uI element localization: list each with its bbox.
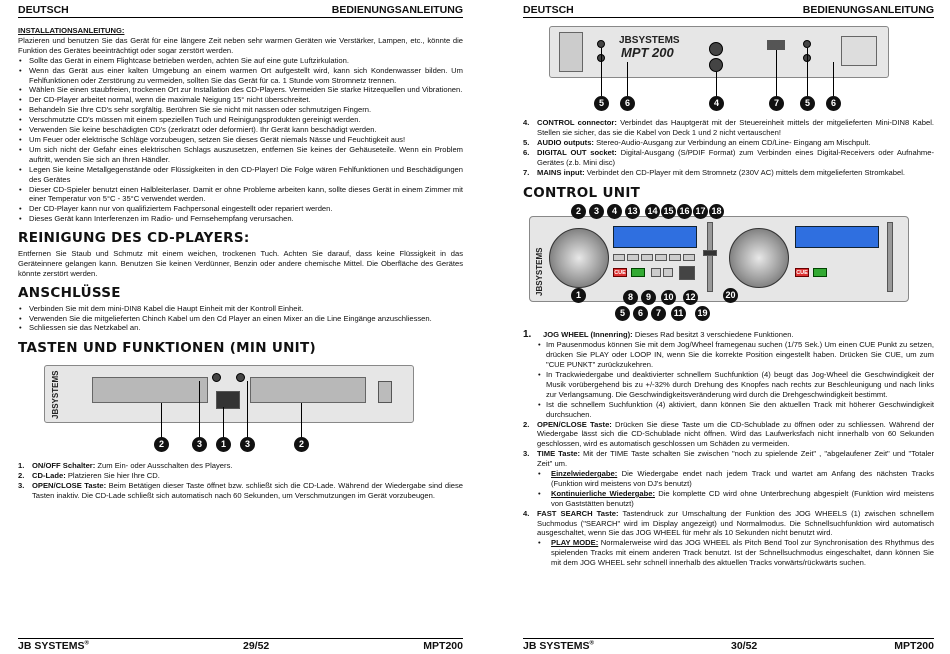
install-intro: Plazieren und benutzen Sie das Gerät für eine längere Zeit neben sehr warmen Geräten wie Verstärker, Lampen, etc., könnte die Funktion des Gerätes beeinträchtigt oder sogar zerstört werden. bbox=[18, 35, 463, 55]
callout-6: 6 bbox=[633, 306, 648, 321]
callout-8: 8 bbox=[623, 290, 638, 305]
jog-wheel-item: 1. JOG WHEEL (Innenring): Dieses Rad besitzt 3 verschiedene Funktionen. • Im Pausenmodus können Sie mit dem Jog/Wheel framegenau suchen (1/75 Sek.) Um einen CUE Punkt zu setzen, drücken Sie PLAY oder LOOP IN, wenn Sie die korrekte Position eingestellt haben. Drücken Sie CUE, um zum "CUE PUNKT" zurückzukehren. • In Trackwiedergabe und deaktivierter schnellem Suchfunktion (4) beugt das Jog-Wheel die Geschwindigkeit der Musik vorübergehend bis zu +/-32% durch Drehung des Knopfes nach rechts zur Beschleunigung und nach links zur Verlangsamung. Die Geschwindigkeitsveränderung wird durch die Drehgeschwindigkeit bestimmt. • Ist die schnellem Suchfunktion (4) aktiviert, dann können Sie den aktuellen Track mit höherer Geschwindigkeit durchsuchen. bbox=[523, 330, 934, 419]
loop-out-button[interactable] bbox=[669, 254, 681, 261]
rear-item: 7. MAINS input: Verbindet den CD-Player mit dem Stromnetz (230V AC) mittels dem mitgelieferten Stromkabel. bbox=[523, 167, 906, 177]
time-mode-item: • Kontinuierliche Wiedergabe: Die komplette CD wird ohne Unterbrechung abgespielt (Funktion wird meistens von Gaststätten benutzt) bbox=[537, 489, 934, 509]
callout-3-left: 3 bbox=[192, 437, 207, 452]
header-language: DEUTSCH bbox=[18, 4, 69, 16]
page-footer bbox=[18, 638, 463, 652]
callout-6-a: 6 bbox=[620, 96, 635, 111]
audio-out-jack-2 bbox=[803, 40, 811, 48]
callout-19: 19 bbox=[695, 306, 710, 321]
jog-function-item: • Im Pausenmodus können Sie mit dem Jog/Wheel framegenau suchen (1/75 Sek.) Um einen CUE Punkt zu setzen, drücken Sie PLAY oder LOOP IN, wenn Sie die korrekte Position eingestellt haben. Drücken Sie CUE, um zum "CUE PUNKT" zurückzukehren. bbox=[537, 340, 934, 370]
callout-9: 9 bbox=[641, 290, 656, 305]
install-list bbox=[18, 56, 463, 224]
loop-in-button[interactable] bbox=[655, 254, 667, 261]
cleaning-title: REINIGUNG DES CD-PLAYERS: bbox=[18, 230, 250, 247]
control-connector-1 bbox=[709, 42, 723, 56]
time-sub-list bbox=[537, 469, 934, 509]
callout-13: 13 bbox=[625, 204, 640, 219]
callout-20: 20 bbox=[723, 288, 738, 303]
control-unit-figure bbox=[523, 204, 934, 322]
callout-10: 10 bbox=[661, 290, 676, 305]
rear-panel-figure bbox=[523, 26, 934, 114]
callout-6-b: 6 bbox=[826, 96, 841, 111]
callout-18: 18 bbox=[709, 204, 724, 219]
search-button[interactable] bbox=[641, 254, 653, 261]
install-item: • Wählen Sie einen staubfreien, trockenen Ort zur Installation des CD-Players. Vermeiden Sie starke Hitzequellen und Vibrationen. bbox=[18, 85, 463, 95]
cd-tray-right bbox=[250, 377, 366, 403]
connections-title: ANSCHLÜSSE bbox=[18, 284, 121, 301]
callout-3-right: 3 bbox=[240, 437, 255, 452]
fast-search-mode-item: • PLAY MODE: Normalerweise wird das JOG WHEEL als Pitch Bend Tool zur Synchronisation des Rhythmus des spielenden Tracks mit einem anderen Track benutzt. Ist der Schnellsuchmodus eingeschaltet, dann können Sie mit dem JOG WHEEL sehr schnell innerhalb des aktuellen Tracks vorwärts/rückwärts suchen. bbox=[537, 538, 934, 568]
play-pause-button-left[interactable] bbox=[631, 268, 645, 277]
footer-model: MPT200 bbox=[894, 640, 934, 652]
install-item: • Der CD-Player arbeitet normal, wenn die maximale Neigung 15° nicht überschreitet. bbox=[18, 95, 463, 105]
install-item: • Verschmutzte CD's müssen mit einem speziellen Tuch und Reinigungsprodukten gereinigt werden. bbox=[18, 115, 463, 125]
install-item: • Dieser CD-Spieler benutzt einen Halbleiterlaser. Damit er ohne Probleme arbeiten kann, sollte dieses Gerät in einem Zimmer mit einer Temperatur von 5°C - 35°C verwendet werden. bbox=[18, 185, 463, 205]
single-button[interactable] bbox=[627, 254, 639, 261]
install-item: • Wenn das Gerät aus einer kalten Umgebung an einem warmen Ort aufgestellt wird, kann sich Kondenwasser bilden. Um Fehlfunktionen oder Zerstörung zu vermeiden, sollten Sie das Gerät für ca. 1 Stunde vom Stromnetz trennen. bbox=[18, 66, 463, 86]
pitch-fader-right[interactable] bbox=[887, 222, 893, 292]
connection-item: • Schliessen sie das Netzkabel an. bbox=[18, 323, 463, 333]
keys-title: TASTEN UND FUNKTIONEN (MIN UNIT) bbox=[18, 340, 316, 357]
callout-5-a: 5 bbox=[594, 96, 609, 111]
pitch-fader-left[interactable] bbox=[707, 222, 713, 292]
cue-button-right[interactable]: CUE bbox=[796, 270, 808, 277]
play-pause-button-right[interactable] bbox=[813, 268, 827, 277]
jog-function-item: • Ist die schnellem Suchfunktion (4) aktiviert, dann können Sie den aktuellen Track mit höherer Geschwindigkeit durchsuchen. bbox=[537, 400, 934, 420]
callout-5: 5 bbox=[615, 306, 630, 321]
key-item: 3. OPEN/CLOSE Taste: Beim Betätigen dieser Taste öffnet bzw. schließt sich die CD-Lade. Während der Wiedergabe sind diese Tasten inaktiv. Die CD-Lade schließt sich automatisch nach 60 Sekunden, um Verschmutzungen im Gerät vorzubeugen. bbox=[18, 481, 464, 500]
callout-16: 16 bbox=[677, 204, 692, 219]
jog-wheel-right[interactable] bbox=[729, 228, 789, 288]
reloop-button[interactable] bbox=[683, 254, 695, 261]
callout-5-b: 5 bbox=[800, 96, 815, 111]
rear-item: 4. CONTROL connector: Verbindet das Hauptgerät mit der Steuereinheit mittels der mitgelieferten Mini-DIN8 Kabel. Stellen sie sicher, das sie die Kabel von Deck 1 und 2 nicht vertauschen! bbox=[523, 118, 934, 137]
callout-15: 15 bbox=[661, 204, 676, 219]
track-prev-button[interactable] bbox=[651, 268, 661, 277]
install-item: • Dieses Gerät kann Interferenzen im Radio- und Fernsehempfang verursachen. bbox=[18, 214, 463, 224]
fast-search-sub-list bbox=[537, 538, 934, 568]
control-unit-brand: JBSYSTEMS bbox=[535, 247, 544, 297]
jog-function-item: • In Trackwiedergabe und deaktivierter schnellem Suchfunktion (4) beugt das Jog-Wheel die Geschwindigkeit der Musik vorübergehend bis zu +/-32% durch Drehung des Knopfes nach rechts zur Beschleunigung und nach links zur Verlangsamung. Die Geschwindigkeitsveränderung wird durch die Drehgeschwindigkeit bestimmt. bbox=[537, 370, 934, 400]
callout-2-right: 2 bbox=[294, 437, 309, 452]
callout-2: 2 bbox=[571, 204, 586, 219]
callout-11: 11 bbox=[671, 306, 686, 321]
page-header bbox=[523, 4, 934, 18]
footer-page-number: 30/52 bbox=[730, 640, 758, 652]
track-next-button[interactable] bbox=[663, 268, 673, 277]
page-body bbox=[523, 26, 934, 568]
pitch-fader-handle-left[interactable] bbox=[703, 250, 717, 256]
lcd-display-right bbox=[795, 226, 879, 248]
main-unit-brand: JBSYSTEMS bbox=[51, 370, 60, 420]
callout-2-left: 2 bbox=[154, 437, 169, 452]
install-item: • Um sich nicht der Gefahr eines elektrischen Schlags auszusetzen, entfernen Sie keines der Gehäuseteile. Wenn ein Problem auftritt, wenden Sie sich an Ihren Händler. bbox=[18, 145, 463, 165]
callout-1: 1 bbox=[571, 288, 586, 303]
footer-model: MPT200 bbox=[423, 640, 463, 652]
page-30 bbox=[475, 0, 950, 654]
connections-list bbox=[18, 304, 463, 334]
callout-3: 3 bbox=[589, 204, 604, 219]
rear-item: 6. DIGITAL OUT socket: Digital-Ausgang (S/PDIF Format) zum Verbinden eines Digital-Receivers oder Aufnahme-Gerätes (z.b. Mini disc) bbox=[523, 147, 934, 167]
time-mode-item: • Einzelwiedergabe: Die Wiedergabe endet nach jedem Track und wartet am Anfang des nächsten Tracks (Funktion wird meistens von DJ's benutzt) bbox=[537, 469, 934, 489]
rear-model: MPT 200 bbox=[621, 45, 674, 60]
install-item: • Verwenden Sie keine beschädigten CD's (zerkratzt oder deformiert). Ihr Gerät kann beschädigt werden. bbox=[18, 125, 463, 135]
logo-badge bbox=[378, 381, 392, 403]
control-unit-title: CONTROL UNIT bbox=[523, 185, 641, 202]
rear-brand: JBSYSTEMS bbox=[619, 35, 680, 46]
open-close-item: 2. OPEN/CLOSE Taste: Drücken Sie diese Taste um die CD-Schublade zu öffnen oder zu schliessen. Während der Wiedergabe lässt sich die CD-Schublade nicht öffnen. Wird das Laufwerksfach nicht innerhalb von 60 Sekunden geschlossen, wird es automatisch geschlossen um Schäden zu vermeiden. bbox=[523, 419, 935, 449]
power-switch[interactable] bbox=[216, 391, 240, 409]
callout-7: 7 bbox=[769, 96, 784, 111]
fast-search-item: 4. FAST SEARCH Taste: Tastendruck zur Umschaltung der Funktion des JOG WHEELS (1) zwischen schnellem Suchmodus ("SEARCH" wird im Display angezeigt) und Normalmodus. Die Schnellsuchfunktion wird automatisch ausgeschaltet, wenn Sie das JOG WHEEL für mehr als 10 Sekunden nicht benutzt wird. • PLAY MODE: Normalerweise wird das JOG WHEEL als Pitch Bend Tool zur Synchronisation des Rhythmus des spielenden Tracks mit einem anderen Track benutzt. Ist der Schnellsuchmodus eingeschaltet, dann können Sie mit dem JOG WHEEL sehr schnell innerhalb des aktuellen Tracks vorwärts/rückwärts suchen. bbox=[523, 509, 934, 568]
key-item: 2. CD-Lade: Platzieren Sie hier Ihre CD. bbox=[18, 471, 160, 481]
cleaning-text: Entfernen Sie Staub und Schmutz mit einem weichen, trockenen Tuch. Achten Sie darauf, dass keine Flüssigkeit in das Geräteinnere gelangen kann. Benutzen Sie keinen Verdünner, Benzin oder andere chemische Mittel. Die Oberfläche des Gerätes könnte zerstört werden. bbox=[18, 249, 463, 278]
control-connector-2 bbox=[709, 58, 723, 72]
rear-label-right bbox=[841, 36, 877, 66]
callout-1: 1 bbox=[216, 437, 231, 452]
footer-page-number: 29/52 bbox=[242, 640, 270, 652]
rear-item: 5. AUDIO outputs: Stereo-Audio-Ausgang zur Verbindung an einem CD/Line- Eingang am Mischpult. bbox=[523, 137, 871, 147]
callout-17: 17 bbox=[693, 204, 708, 219]
keys-list bbox=[18, 461, 463, 501]
page-header bbox=[18, 4, 463, 18]
rear-label-left bbox=[559, 32, 583, 72]
lcd-display-left bbox=[613, 226, 697, 248]
control-unit-list bbox=[523, 330, 934, 568]
install-item: • Legen Sie keine Metallgegenstände oder Flüssigkeiten in den CD-Player! Die Folge wären Fehlfunktionen und Beschädigungen des Gerätes bbox=[18, 165, 463, 185]
main-unit-figure bbox=[18, 359, 463, 457]
key-item: 1. ON/OFF Schalter: Zum Ein- oder Ausschalten des Players. bbox=[18, 461, 233, 471]
connection-item: • Verwenden Sie die mitgelieferten Chinch Kabel um den Cd Player an einen Mixer an die Line Eingänge anzuschliessen. bbox=[18, 314, 463, 324]
callout-4: 4 bbox=[709, 96, 724, 111]
footer-brand: JB SYSTEMS® bbox=[523, 640, 594, 652]
install-title: INSTALLATIONSANLEITUNG: bbox=[18, 26, 125, 35]
install-item: • Um Feuer oder elektrische Schläge vorzubeugen, setzen Sie dieses Gerät niemals Nässe und Feuchtigkeit aus! bbox=[18, 135, 463, 145]
cue-button-left[interactable]: CUE bbox=[614, 270, 626, 277]
time-button[interactable] bbox=[613, 254, 625, 261]
install-item: • Sollte das Gerät in einem Flightcase betrieben werden, achten Sie auf eine gute Luftzirkulation. bbox=[18, 56, 463, 66]
page-body bbox=[18, 26, 463, 501]
footer-brand: JB SYSTEMS® bbox=[18, 640, 89, 652]
header-title: BEDIENUNGSANLEITUNG bbox=[331, 4, 463, 16]
callout-14: 14 bbox=[645, 204, 660, 219]
mains-input bbox=[767, 40, 785, 50]
rear-connections-list bbox=[523, 118, 934, 177]
callout-12: 12 bbox=[683, 290, 698, 305]
time-item: 3. TIME Taste: Mit der TIME Taste schalten Sie zwischen "noch zu spielende Zeit" , "abgelaufener Zeit" und "Totaler Zeit" um. • Einzelwiedergabe: Die Wiedergabe endet nach jedem Track und wartet am Anfang des nächsten Tracks (Funktion wird meistens von DJ's benutzt) • Kontinuierliche Wiedergabe: Die komplette CD wird ohne Unterbrechung abgespielt (Funktion wird meistens von Gaststätten benutzt) bbox=[523, 449, 934, 508]
cd-tray-left bbox=[92, 377, 208, 403]
callout-7: 7 bbox=[651, 306, 666, 321]
install-item: • Behandeln Sie Ihre CD's sehr sorgfältig. Berühren Sie sie nicht mit nassen oder schmutzigen Fingern. bbox=[18, 105, 463, 115]
pitch-bend-buttons[interactable] bbox=[679, 266, 695, 280]
page-footer bbox=[523, 638, 934, 652]
install-item: • Der CD-Player kann nur von qualifiziertem Fachpersonal eingestellt oder repariert werden. bbox=[18, 204, 463, 214]
callout-4: 4 bbox=[607, 204, 622, 219]
jog-wheel-functions bbox=[537, 340, 934, 419]
header-title: BEDIENUNGSANLEITUNG bbox=[802, 4, 934, 16]
jog-wheel-left[interactable] bbox=[549, 228, 609, 288]
connection-item: • Verbinden Sie mit dem mini-DIN8 Kabel die Haupt Einheit mit der Kontroll Einheit. bbox=[18, 304, 463, 314]
audio-out-jack-1 bbox=[597, 40, 605, 48]
header-language: DEUTSCH bbox=[523, 4, 574, 16]
